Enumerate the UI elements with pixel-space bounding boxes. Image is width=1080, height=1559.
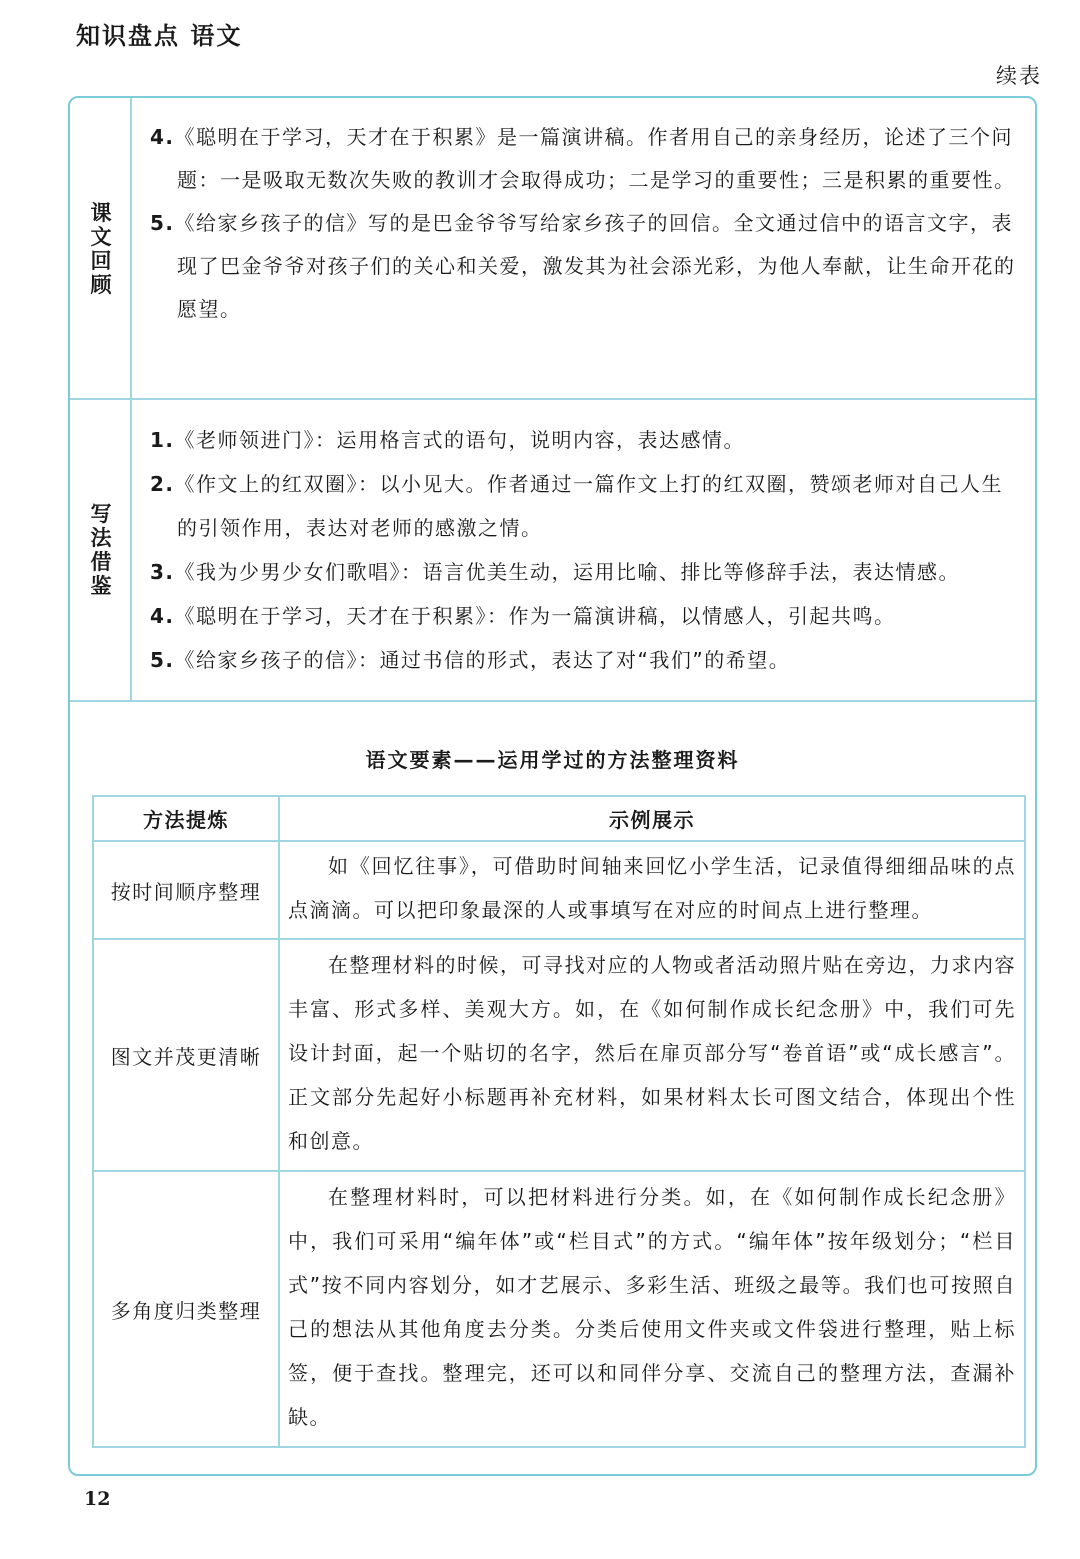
writing-content <box>150 418 1021 682</box>
table-header-method: 方法提炼 <box>93 796 279 841</box>
writing-item: 5.《给家乡孩子的信》：通过书信的形式，表达了对“我们”的希望。 <box>150 648 791 672</box>
table-row <box>93 1171 1025 1447</box>
table-header-row <box>93 796 1025 841</box>
review-item: 4.《聪明在于学习，天才在于积累》是一篇演讲稿。作者用自己的亲身经历，论述了三个问题：一是吸取无数次失败的教训才会取得成功；二是学习的重要性；三是积累的重要性。 <box>150 125 1016 192</box>
method-cell: 多角度归类整理 <box>93 1171 279 1447</box>
example-cell: 在整理材料时，可以把材料进行分类。如，在《如何制作成长纪念册》中，我们可采用“编年体”或“栏目式”的方式。“编年体”按年级划分；“栏目式”按不同内容划分，如才艺展示、多彩生活、班级之最等。我们也可按照自己的想法从其他角度去分类。分类后使用文件夹或文件袋进行整理，贴上标签，便于查找。整理完，还可以和同伴分享、交流自己的整理方法，查漏补缺。 <box>279 1171 1025 1447</box>
continued-label: 续表 <box>996 64 1042 88</box>
vertical-label: 写 法 借 鉴 <box>90 502 112 598</box>
example-cell: 在整理材料的时候，可寻找对应的人物或者活动照片贴在旁边，力求内容丰富、形式多样、美观大方。如，在《如何制作成长纪念册》中，我们可先设计封面，起一个贴切的名字，然后在扉页部分写“卷首语”或“成长感言”。正文部分先起好小标题再补充材料，如果材料太长可图文结合，体现出个性和创意。 <box>279 939 1025 1171</box>
section-writing-methods <box>70 400 1035 702</box>
example-cell: 如《回忆往事》，可借助时间轴来回忆小学生活，记录值得细细品味的点点滴滴。可以把印象最深的人或事填写在对应的时间点上进行整理。 <box>279 841 1025 939</box>
methods-table <box>92 795 1026 1448</box>
method-cell: 按时间顺序整理 <box>93 841 279 939</box>
page-number: 12 <box>84 1488 111 1510</box>
table-header-example: 示例展示 <box>279 796 1025 841</box>
page-header-title: 知识盘点 语文 <box>76 22 243 50</box>
writing-item: 4.《聪明在于学习，天才在于积累》：作为一篇演讲稿，以情感人，引起共鸣。 <box>150 604 896 628</box>
review-content <box>150 116 1021 331</box>
vertical-label: 课 文 回 顾 <box>90 201 112 297</box>
review-item: 5.《给家乡孩子的信》写的是巴金爷爷写给家乡孩子的回信。全文通过信中的语言文字，表现了巴金爷爷对孩子们的关心和关爱，激发其为社会添光彩，为他人奉献，让生命开花的愿望。 <box>150 211 1016 321</box>
method-cell: 图文并茂更清晰 <box>93 939 279 1171</box>
writing-item: 2.《作文上的红双圈》：以小见大。作者通过一篇作文上打的红双圈，赞颂老师对自己人生的引领作用，表达对老师的感激之情。 <box>150 472 1004 540</box>
section-label-column <box>70 400 132 700</box>
writing-item: 1.《老师领进门》：运用格言式的语句，说明内容，表达感情。 <box>150 428 746 452</box>
table-row <box>93 939 1025 1171</box>
section-heading: 语文要素——运用学过的方法整理资料 <box>365 748 740 772</box>
table-row <box>93 841 1025 939</box>
writing-item: 3.《我为少男少女们歌唱》：语言优美生动，运用比喻、排比等修辞手法，表达情感。 <box>150 560 961 584</box>
content-frame <box>68 96 1037 1476</box>
section-label-column <box>70 98 132 398</box>
section-lesson-review <box>70 98 1035 400</box>
